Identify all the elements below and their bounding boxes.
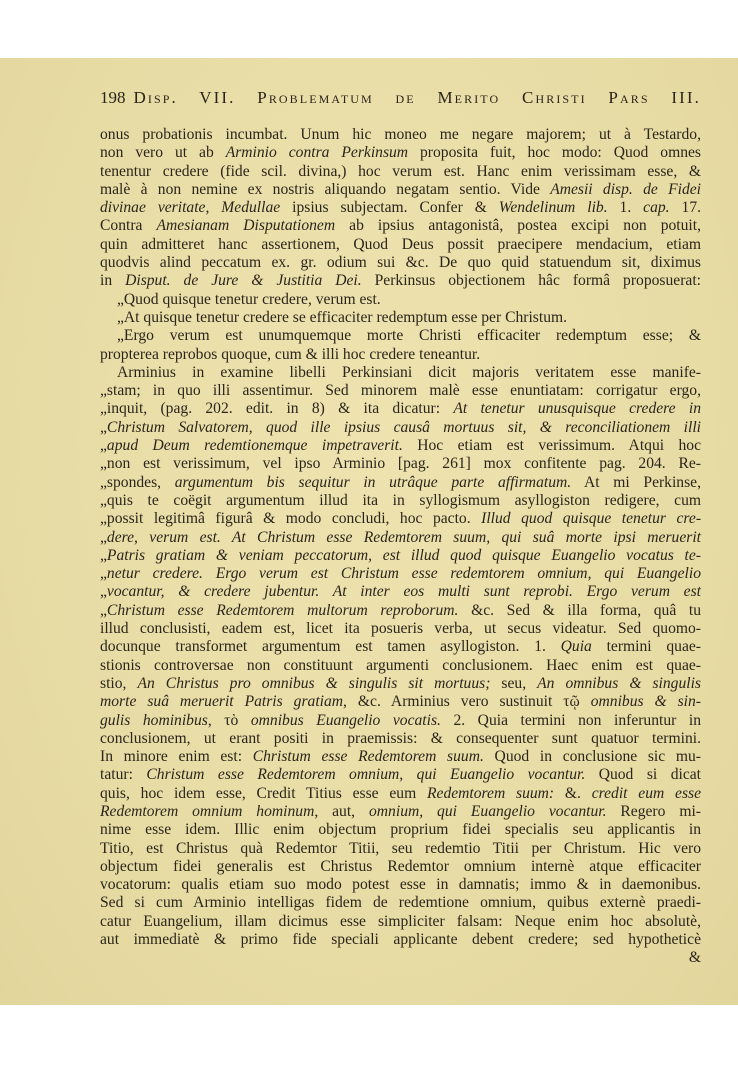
text-run: „non est verissimum, vel ipso Arminio [pag. 261] mox confitente pag. 204. Re- — [100, 455, 701, 473]
italic-text: Christum esse Redemtorem omnium, qui Euangelio vocantur. — [146, 766, 586, 784]
text-run: Arminius in examine libelli Perkinsiani dicit majoris veritatem esse manife- — [117, 363, 701, 381]
italic-text: Redemtorem omnium hominum — [100, 802, 315, 820]
italic-text: credit eum esse — [591, 784, 701, 802]
text-line — [100, 437, 701, 455]
text-run: propterea reprobos quoque, cum & illi hoc credere teneantur. — [100, 345, 481, 363]
text-run: Quod si dicat — [585, 766, 701, 784]
text-line — [100, 913, 701, 931]
text-run: objectum fidei generalis est Christus Redemtor omnium internè atque efficaciter — [100, 857, 701, 875]
text-run: 2. Quia termini non inferuntur in — [440, 711, 702, 729]
text-line — [100, 346, 701, 364]
text-run: onus probationis incumbat. Unum hic moneo me negare majorem; ut à Testardo, — [100, 126, 701, 143]
italic-text: omnibus Euangelio vocatis. — [250, 711, 441, 729]
text-line — [100, 675, 701, 693]
text-line — [100, 291, 701, 309]
text-run: „ — [100, 546, 107, 564]
catchword: & — [688, 949, 701, 967]
text-run: catur Euangelium, illam dicimus esse simpliciter falsam: Neque enim hoc absolutè, — [100, 912, 701, 930]
text-run: „At quisque tenetur credere se efficaciter redemptum esse per Christum. — [117, 308, 568, 326]
text-run: stionis controversae non constituunt argumenti conclusionem. Haec enim est quae- — [100, 656, 701, 674]
italic-text: Amesii disp. de Fidei — [550, 180, 702, 198]
italic-text: Disput. de Jure & Justitia Dei. — [125, 272, 362, 290]
text-line — [100, 254, 701, 272]
italic-text: omnibus & sin- — [590, 693, 701, 711]
text-line — [100, 840, 701, 858]
text-run: proposita fuit, hoc modo: Quod omnes — [408, 144, 701, 162]
italic-text: vocantur, & credere jubentur. At inter eos multi sunt reprobi. Ergo verum est — [106, 583, 701, 601]
running-header — [100, 88, 701, 108]
text-line — [100, 748, 701, 766]
text-run: „ — [100, 528, 107, 546]
text-line — [100, 730, 701, 748]
text-line — [100, 712, 701, 730]
text-run: Perkinsus objectionem hâc formâ proposuerat: — [361, 272, 701, 290]
text-run: non vero ut ab — [100, 144, 226, 162]
italic-text: Christum esse Redemtorem suum. — [252, 748, 484, 766]
italic-text: Illud quod quisque tenetur cre- — [481, 510, 702, 528]
italic-text: Christum esse Redemtorem multorum reproborum. — [106, 601, 459, 619]
text-run: aut immediatè & primo fide speciali applicante debent credere; sed hypotheticè — [100, 931, 701, 949]
page-number: 198 — [100, 88, 126, 107]
italic-text: An omnibus & singulis — [537, 674, 701, 692]
text-line — [100, 455, 701, 473]
text-run: In minore enim est: — [100, 748, 253, 766]
text-line — [100, 602, 701, 620]
text-line — [100, 419, 701, 437]
text-run: in — [100, 272, 126, 290]
text-run: ab ipsius antagonistâ, postea excipi non potuit, — [335, 217, 701, 235]
text-run: illud conclusisti, eadem est, licet ita posueris verba, ut secus videatur. Sed quomo- — [100, 620, 701, 638]
text-run: „possit legitimâ figurâ & modo concludi, hoc pacto. — [100, 510, 482, 528]
italic-text: At tenetur unusquisque credere in — [453, 400, 701, 418]
text-line — [100, 126, 701, 144]
text-run: quodvis alind peccatum ex. gr. odium sui &c. De quo quid statuendum sit, diximus — [100, 254, 701, 272]
running-head-title: Disp. VII. Problematum de Merito Christi Pars III. — [133, 88, 701, 107]
text-line — [100, 492, 701, 510]
text-line — [100, 510, 701, 528]
text-run: At mi Perkinse, — [571, 473, 701, 491]
text-line — [100, 894, 701, 912]
italic-text: dere, verum est. At Christum esse Redemtorem suum, qui suâ morte ipsi meruerit — [106, 528, 701, 546]
text-run: „ — [100, 565, 107, 583]
text-line — [100, 474, 701, 492]
text-line — [100, 693, 701, 711]
text-line — [100, 931, 701, 949]
text-line — [100, 821, 701, 839]
text-line — [100, 529, 701, 547]
text-run: Quod in conclusione sic mu- — [483, 748, 701, 766]
text-run: termini quae- — [591, 638, 702, 656]
text-run: docunque transformet argumentum est tamen asyllogiston. 1. — [100, 638, 561, 656]
text-line — [100, 547, 701, 565]
text-run: quin admitteret hanc assertionem, Quod Deus possit praecipere mendacium, etiam — [100, 235, 701, 253]
italic-text: Redemtorem suum: — [427, 784, 555, 802]
text-run: Hoc etiam est verissimum. Atqui hoc — [402, 437, 701, 455]
text-run: „ — [100, 601, 107, 619]
text-line — [100, 785, 701, 803]
italic-text: Amesianam Disputationem — [156, 217, 336, 235]
text-line — [100, 181, 701, 199]
text-line — [100, 163, 701, 181]
text-line — [100, 858, 701, 876]
text-line — [100, 144, 701, 162]
italic-text: Arminio contra Perkinsum — [225, 144, 409, 162]
text-line — [100, 272, 701, 290]
text-line — [100, 400, 701, 418]
text-line — [100, 638, 701, 656]
text-run: tatur: — [100, 766, 147, 784]
book-page — [0, 58, 738, 1005]
italic-text: apud Deum redemtionemque impetraverit. — [106, 437, 403, 455]
text-line — [100, 217, 701, 235]
text-line — [100, 766, 701, 784]
italic-text: divinae veritate, Medullae — [100, 199, 281, 217]
text-run: „stam; in quo illi assentimur. Sed minorem malè esse enuntiatam: corrigatur ergo, — [100, 382, 701, 400]
text-line — [100, 583, 701, 601]
italic-text: cap. — [643, 199, 670, 217]
text-line — [100, 236, 701, 254]
text-run: Titio, est Christus quà Redemtor Titii, seu redemtio Titii per Christum. Hic vero — [100, 839, 701, 857]
text-line — [100, 199, 701, 217]
text-line — [100, 382, 701, 400]
text-run: &. — [554, 784, 592, 802]
text-run: Contra — [100, 217, 157, 235]
text-run: vocatorum: qualis etiam suo modo potest esse in damnatis; immo & in daemonibus. — [100, 876, 701, 894]
text-run: „ — [100, 583, 107, 601]
text-run: nime esse idem. Illic enim objectum proprium fidei specialis seu applicantis in — [100, 821, 701, 839]
text-run: 1. — [607, 199, 644, 217]
italic-text: morte suâ meruerit Patris gratiam — [100, 693, 344, 711]
text-line — [100, 803, 701, 821]
page-body-text — [100, 126, 701, 967]
italic-text: argumentum bis sequitur in utrâque parte affirmatum. — [174, 473, 572, 491]
text-run: „ — [100, 418, 107, 436]
text-run: , aut, — [314, 802, 369, 820]
italic-text: An Christus pro omnibus & singulis sit mortuus; — [137, 674, 491, 692]
italic-text: omnium, qui Euangelio vocantur. — [369, 802, 607, 820]
text-run: conclusionem, ut erant positi in praemissis: & consequenter sunt quatuor termini. — [100, 729, 701, 747]
text-line — [100, 876, 701, 894]
text-run: seu, — [490, 674, 538, 692]
text-run: &c. Sed & illa forma, quâ tu — [458, 601, 701, 619]
text-line — [100, 327, 701, 345]
italic-text: netur credere. Ergo verum est Christum esse redemtorem omnium, qui Euangelio — [106, 565, 701, 583]
text-line — [100, 309, 701, 327]
text-run: „Ergo verum est unumquemque morte Christi efficaciter redemptum esse; & — [117, 327, 701, 345]
text-run: „Quod quisque tenetur credere, verum est. — [117, 290, 381, 308]
text-run: Sed si cum Arminio intelligas fidem de redemtione omnium, quibus externè praedi- — [100, 894, 701, 912]
text-run: stio, — [100, 674, 138, 692]
text-run: „quis te coëgit argumentum illud ita in syllogismum asyllogiston redigere, cum — [100, 491, 701, 509]
text-run: malè à non nemine ex nostris aliquando negatam sentio. Vide — [100, 180, 551, 198]
text-line — [100, 364, 701, 382]
italic-text: gulis hominibus — [100, 711, 208, 729]
text-line — [100, 620, 701, 638]
italic-text: Quia — [560, 638, 592, 656]
italic-text: Wendelinum lib. — [498, 199, 608, 217]
text-run: , τὸ — [207, 711, 251, 729]
text-run: tenentur credere (fide scil. divina,) hoc verum est. Hanc enim verissimam esse, & — [100, 162, 701, 180]
italic-text: Patris gratiam & veniam peccatorum, est illud quod quisque Euangelio vocatus te- — [106, 546, 701, 564]
text-run: „spondes, — [100, 473, 175, 491]
text-run: „ — [100, 437, 107, 455]
text-run: 17. — [669, 199, 702, 217]
text-run: quis, hoc idem esse, Credit Titius esse eum — [100, 784, 427, 802]
italic-text: Christum Salvatorem, quod ille ipsius causâ mortuus sit, & reconciliationem illi — [106, 418, 701, 436]
text-run: ipsius subjectam. Confer & — [280, 199, 499, 217]
text-run: „inquit, (pag. 202. edit. in 8) & ita dicatur: — [100, 400, 454, 418]
text-run: , &c. Arminius vero sustinuit τῷ — [343, 693, 591, 711]
text-line — [100, 565, 701, 583]
text-run: Regero mi- — [606, 802, 701, 820]
text-line — [100, 657, 701, 675]
